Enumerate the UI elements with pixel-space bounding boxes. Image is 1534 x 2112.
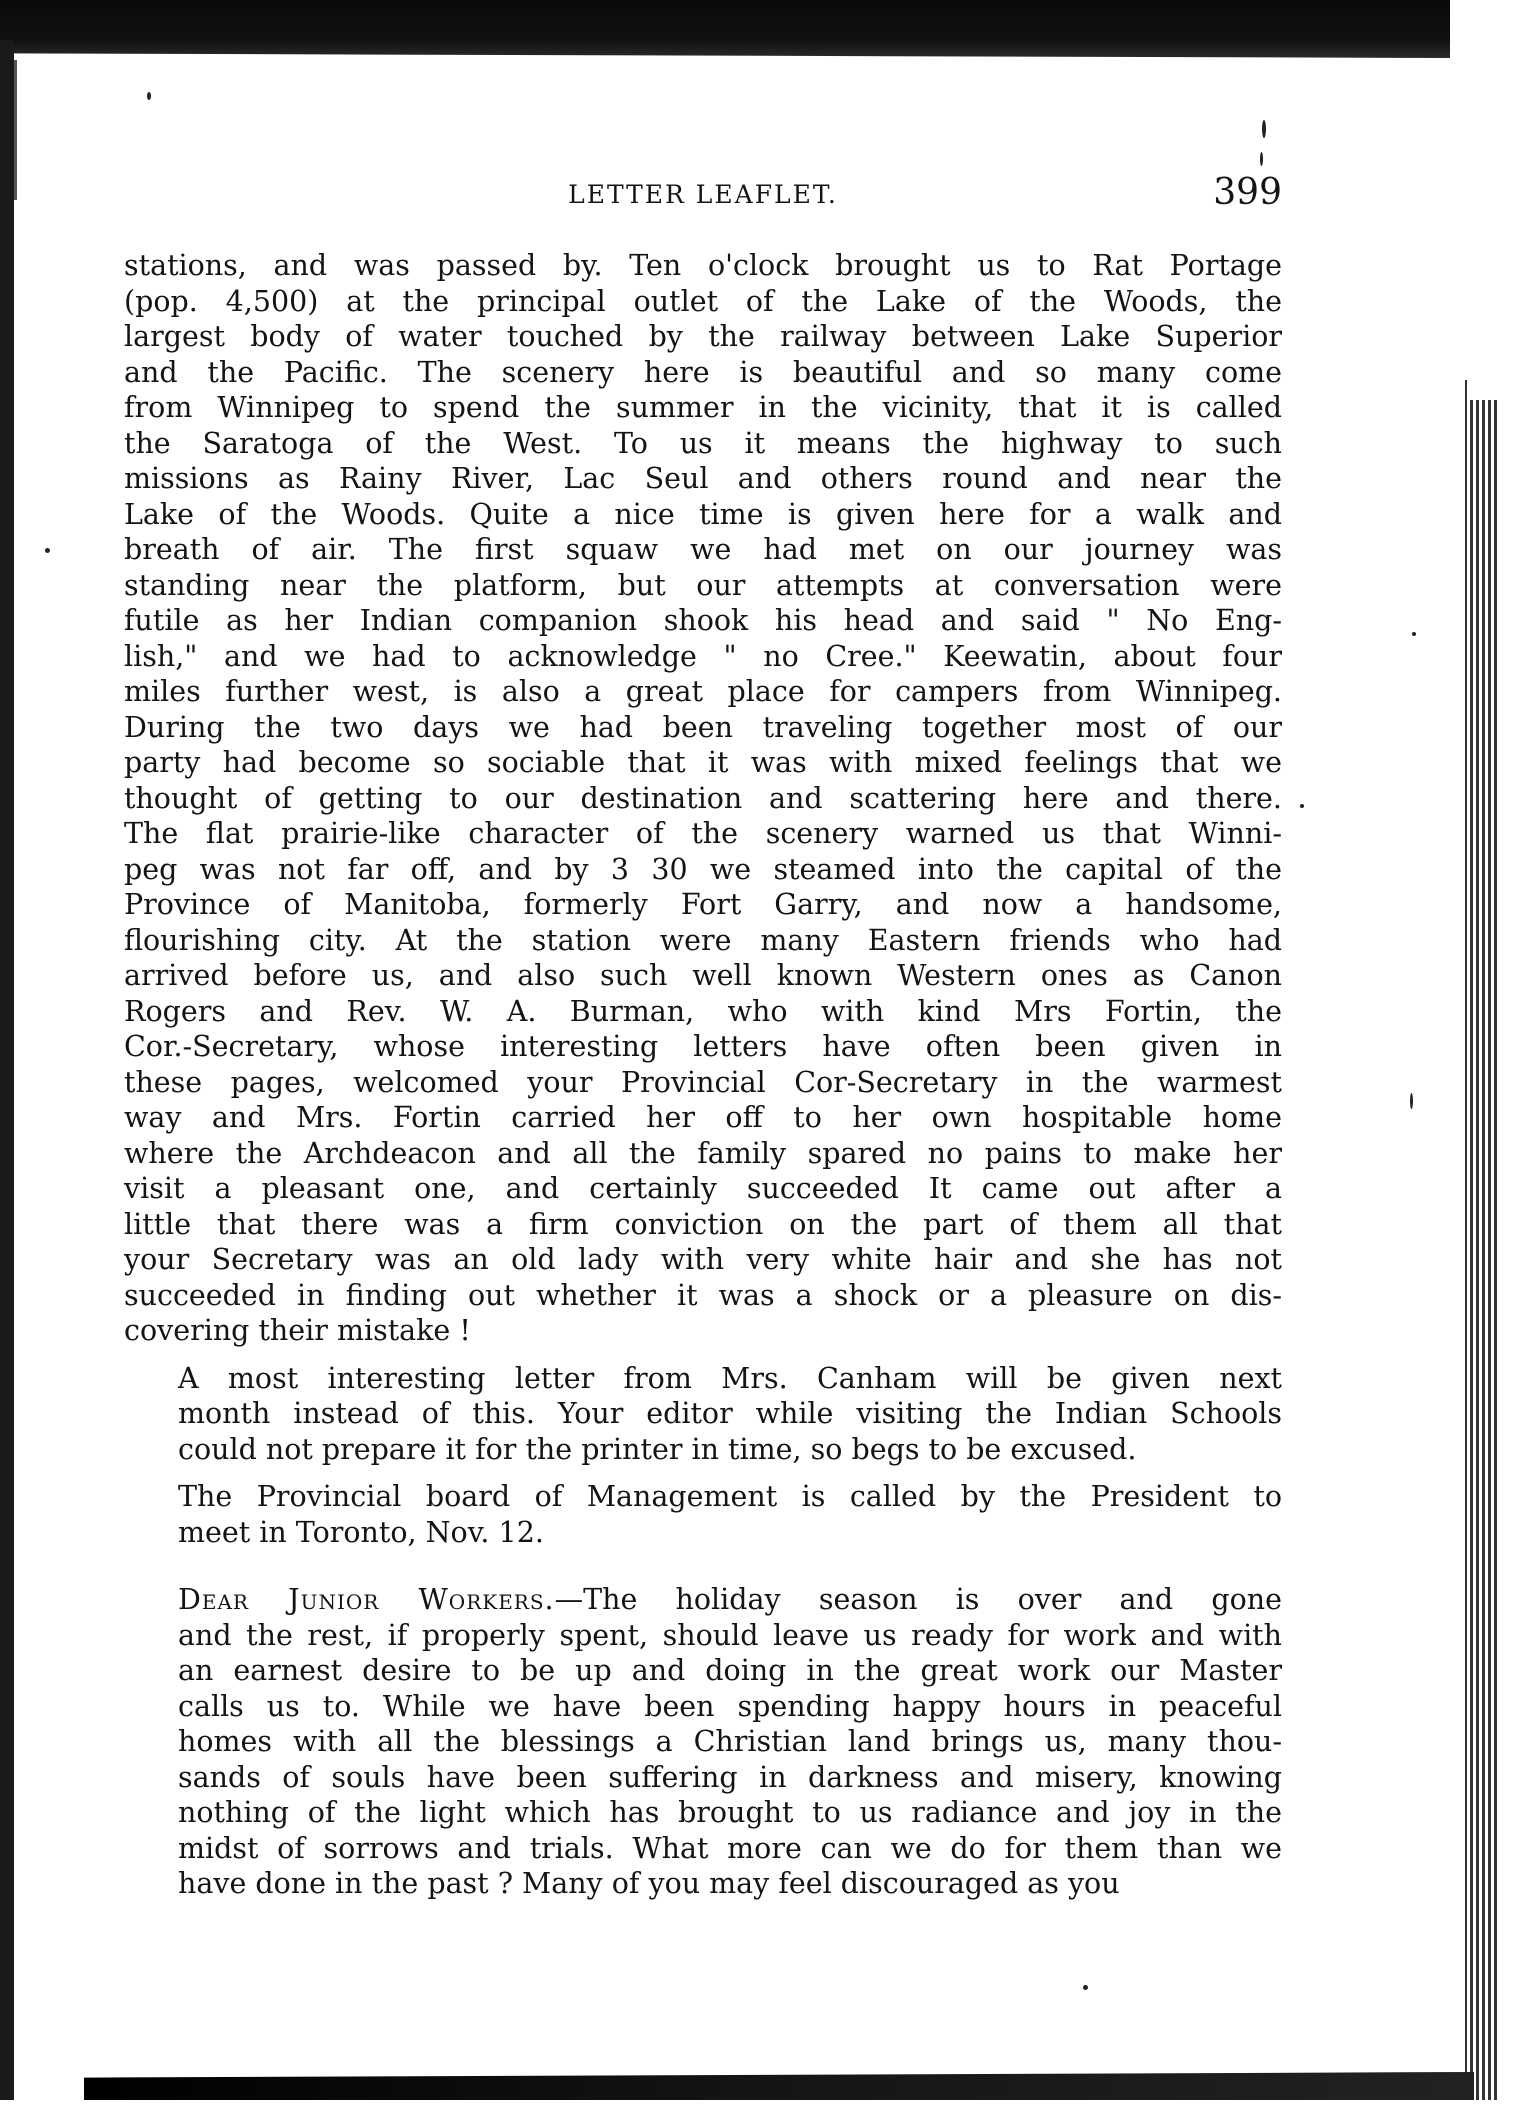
paragraph-canham-letter [124,1361,1282,1468]
scan-speck [1262,120,1266,138]
body-text [124,248,1282,1902]
text-line: Rogers and Rev. W. A. Burman, who with kind Mrs Fortin, the [124,994,1282,1028]
text-line: During the two days we had been traveling together most of our [124,710,1282,744]
text-line: lish," and we had to acknowledge " no Cree." Keewatin, about four [124,639,1282,673]
scan-edge-top [0,0,1450,58]
text-line: The Provincial board of Management is called by the President to [178,1480,1282,1513]
scan-speck [1412,632,1416,636]
running-title: LETTER LEAFLET. [568,180,838,209]
text-line: thought of getting to our destination and scattering here and there. [124,781,1282,815]
scan-speck [45,548,50,553]
scan-edge-left-mark [14,60,17,200]
scan-speck [1260,152,1263,166]
text-line: sands of souls have been suffering in darkness and misery, knowing [178,1760,1282,1794]
text-line: arrived before us, and also such well known Western ones as Canon [124,959,1282,992]
text-line: and the rest, if properly spent, should leave us ready for work and with [178,1618,1282,1652]
text-line-rest: —The holiday season is over and gone [554,1583,1282,1616]
text-line: an earnest desire to be up and doing in the great work our Master [178,1654,1282,1687]
scan-speck [1083,1985,1088,1990]
text-line: have done in the past ? Many of you may feel discouraged as you [178,1867,1120,1900]
text-line: A most interesting letter from Mrs. Canham will be given next [178,1361,1282,1395]
text-line: month instead of this. Your editor while visiting the Indian Schools [178,1397,1282,1430]
text-line: where the Archdeacon and all the family spared no pains to make her [124,1136,1282,1170]
text-line: succeeded in finding out whether it was a shock or a pleasure on dis- [124,1278,1282,1312]
text-line: flourishing city. At the station were many Eastern friends who had [124,923,1282,957]
text-line: Lake of the Woods. Quite a nice time is given here for a walk and [124,497,1282,531]
text-line: little that there was a firm conviction on the part of them all that [124,1207,1282,1241]
text-line: meet in Toronto, Nov. 12. [178,1515,544,1549]
text-line: futile as her Indian companion shook his head and said " No Eng- [124,604,1282,637]
scan-edge-bottom [84,2072,1474,2100]
text-line: peg was not far off, and by 3 30 we steamed into the capital of the [124,852,1282,886]
text-line: your Secretary was an old lady with very white hair and she has not [124,1243,1282,1276]
text-line: way and Mrs. Fortin carried her off to her own hospitable home [124,1101,1282,1134]
text-line: and the Pacific. The scenery here is beautiful and so many come [124,355,1282,389]
text-line: standing near the platform, but our attempts at conversation were [124,568,1282,602]
text-line: (pop. 4,500) at the principal outlet of the Lake of the Woods, the [124,284,1282,318]
text-line: nothing of the light which has brought to us radiance and joy in the [178,1796,1282,1829]
text-line: could not prepare it for the printer in time, so begs to be excused. [178,1432,1137,1466]
text-line: visit a pleasant one, and certainly succeeded It came out after a [124,1172,1282,1205]
scan-edge-right [1470,400,1500,2100]
paragraph-board-meeting [124,1479,1282,1550]
salutation: Dear Junior Workers. [178,1583,555,1616]
text-line: breath of air. The first squaw we had met on our journey was [124,533,1282,566]
text-line: largest body of water touched by the railway between Lake Superior [124,320,1282,353]
page-header [124,172,1282,232]
text-line: party had become so sociable that it was with mixed feelings that we [124,746,1282,779]
text-line: covering their mistake ! [124,1314,471,1347]
text-line: Cor.-Secretary, whose interesting letters have often been given in [124,1030,1282,1063]
paragraph-journey [124,248,1282,1349]
text-line: miles further west, is also a great place for campers from Winnipeg. [124,675,1282,708]
text-line: stations, and was passed by. Ten o'clock brought us to Rat Portage [124,249,1282,282]
text-line: from Winnipeg to spend the summer in the vicinity, that it is called [124,391,1282,424]
text-line: these pages, welcomed your Provincial Cor-Secretary in the warmest [124,1065,1282,1099]
text-line: midst of sorrows and trials. What more can we do for them than we [178,1831,1282,1865]
text-line: the Saratoga of the West. To us it means the highway to such [124,426,1282,460]
text-line: calls us to. While we have been spending happy hours in peaceful [178,1689,1282,1723]
scan-speck [1300,804,1304,808]
paragraph-junior-workers [124,1582,1282,1902]
text-line: The flat prairie-like character of the scenery warned us that Winni- [124,817,1282,850]
page-number: 399 [1213,172,1282,213]
scan-speck [1410,1093,1413,1109]
text-line: missions as Rainy River, Lac Seul and others round and near the [124,462,1282,495]
text-line: homes with all the blessings a Christian land brings us, many thou- [178,1725,1282,1758]
scan-edge-left [0,40,14,2100]
text-line [124,1582,1282,1618]
text-line: Province of Manitoba, formerly Fort Garry, and now a handsome, [124,888,1282,921]
scan-edge-right-line [1465,380,1467,2100]
scan-speck [147,92,151,100]
